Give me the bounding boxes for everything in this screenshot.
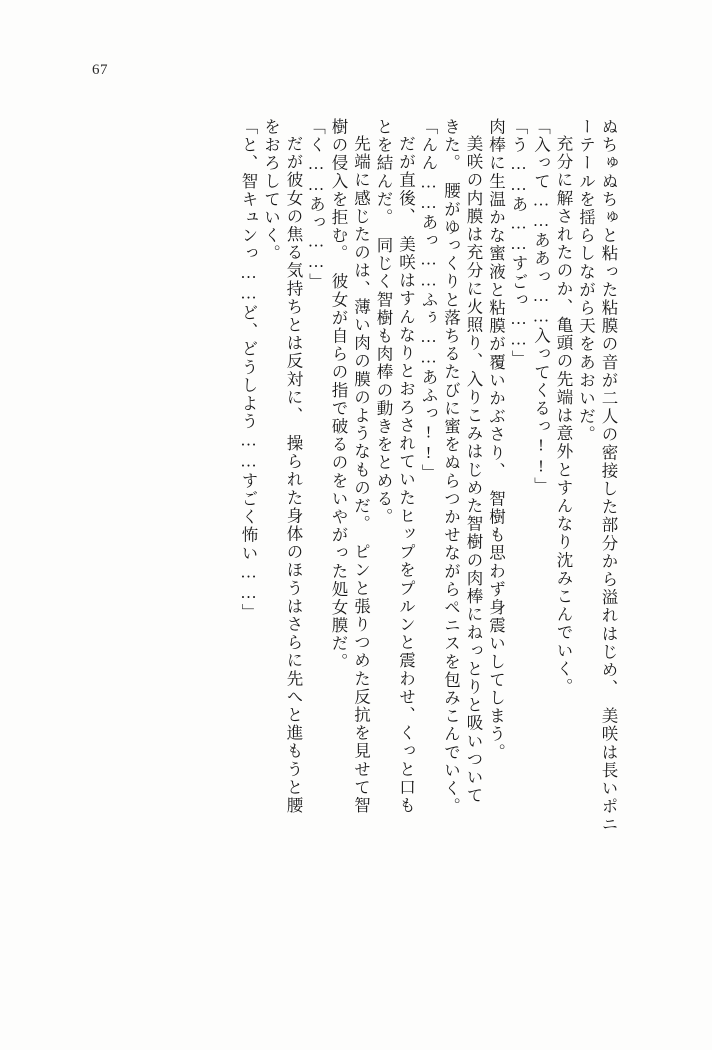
text-line: ーテールを揺らしながら天をあおいだ。	[576, 118, 596, 444]
text-line: 先端に感じたのは、薄い肉の膜のようなものだ。 ピンと張りつめた反抗を見せて智	[351, 135, 371, 815]
text-line: だが直後、 美咲はすんなりとおろされていたヒップをプルンと震わせ、くっと口も	[396, 135, 416, 815]
text-line: 「く……あっ……」	[306, 118, 326, 291]
text-line: 「と、智キュンっ……ど、どうしよう……すごく怖い……」	[239, 118, 258, 622]
text-line: 「う……あ……すごっ……」	[509, 118, 528, 369]
text-line: 樹の侵入を拒む。 彼女が自らの指で破るのをいやがった処女膜だ。	[329, 118, 348, 671]
text-line: 「んん……あっ……ふぅ……あふっ!!」	[419, 118, 438, 482]
text-line: 美咲の内膜は充分に火照り、入りこみはじめた智樹の肉棒にねっとりと吸いついて	[464, 135, 483, 805]
text-line: だが彼女の焦る気持ちとは反対に、 操られた身体のほうはさらに先へと進もうと腰	[284, 135, 303, 815]
page-number: 67	[92, 62, 108, 78]
text-line: とを結んだ。 同じく智樹も肉棒の動きをとめる。	[374, 118, 393, 527]
text-line: 充分に解されたのか、亀頭の先端は意外とすんなり沈みこんでいく。	[554, 135, 573, 697]
text-line: 「入って……ああっ……入ってくるっ!!」	[531, 118, 551, 495]
text-line: 肉棒に生温かな蜜液と粘膜が覆いかぶさり、 智樹も思わず身震いしてしまう。	[486, 118, 506, 762]
text-line: きた。 腰がゆっくりと落ちるたびに蜜をぬらつかせながらペニスを包みこんでいく。	[441, 118, 461, 816]
text-line: ぬちゅぬちゅと粘った粘膜の音が二人の密接した部分から溢れはじめ、 美咲は長いポニ	[599, 118, 618, 834]
vertical-text-block	[96, 118, 616, 998]
text-line: をおろしていく。	[261, 118, 281, 263]
